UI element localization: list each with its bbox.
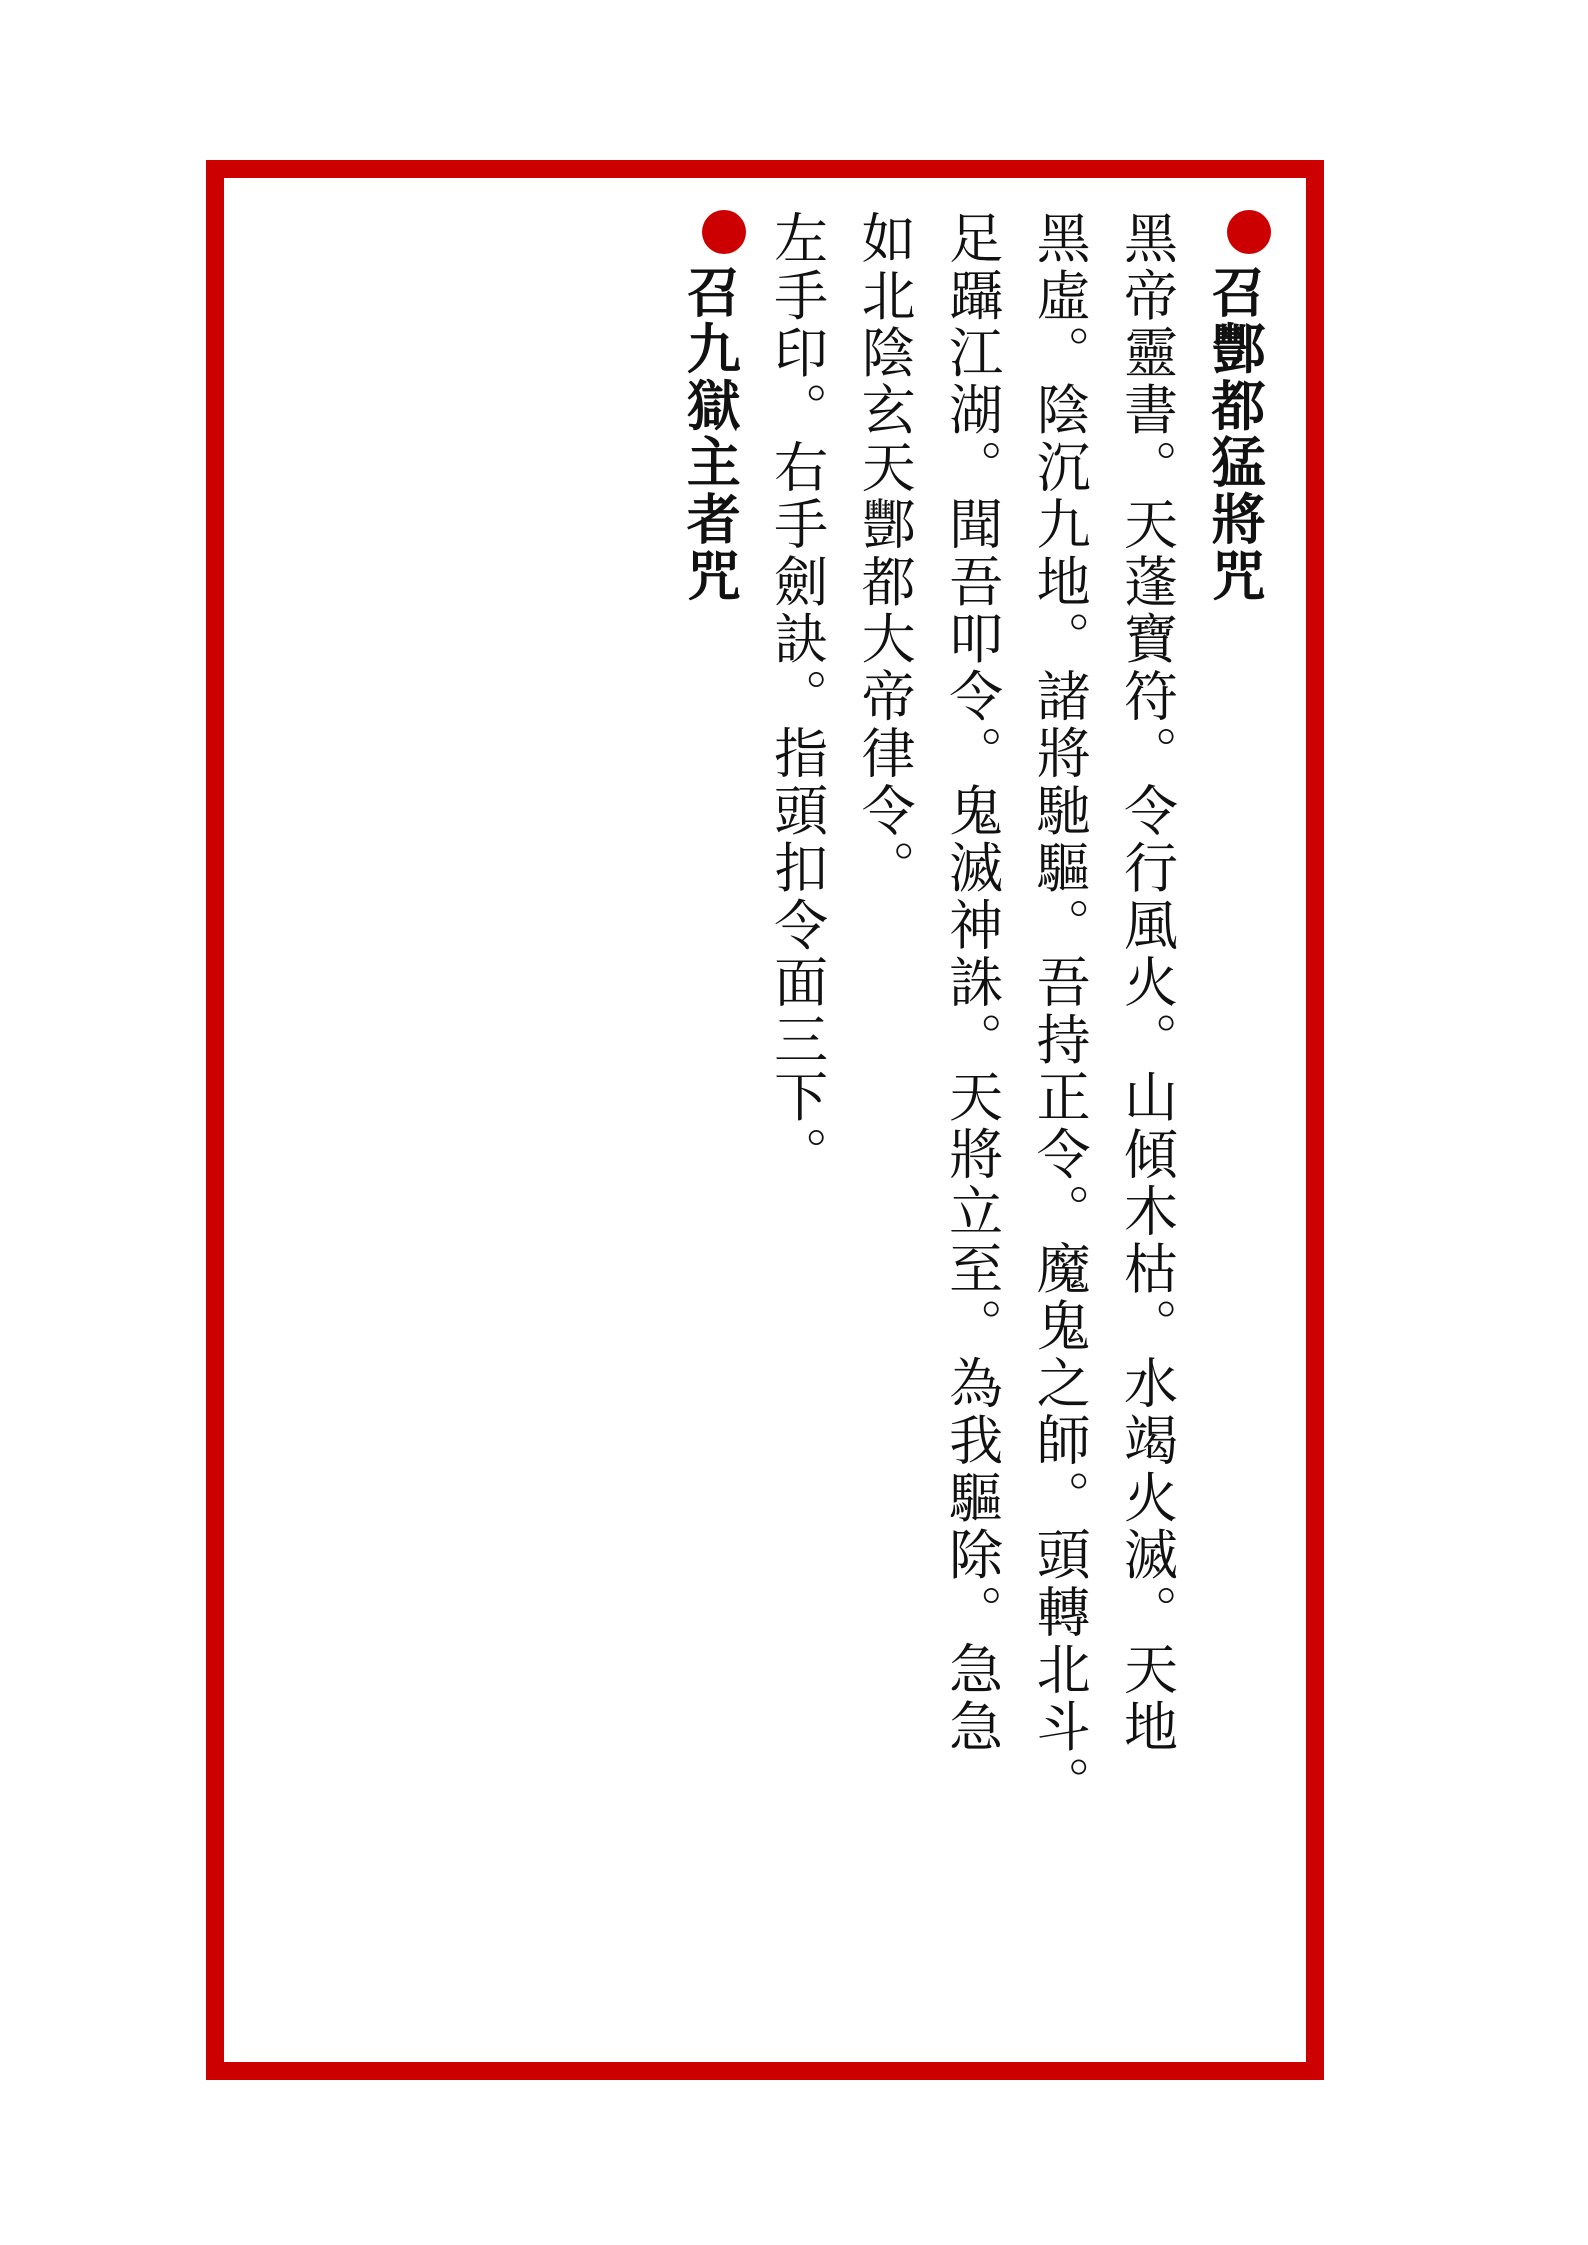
section-heading-1: [1191, 210, 1278, 2030]
section-heading-2: [666, 210, 753, 2030]
text-line-5: 左手印。右手劍訣。指頭扣令面三下。: [765, 210, 829, 1184]
red-dot-bullet-icon: [702, 210, 746, 254]
section-heading-2-text: 召九獄主者咒: [678, 264, 743, 605]
text-line-3: 足躡江湖。聞吾叩令。鬼滅神誅。天將立至。為我驅除。急急: [940, 210, 1004, 1756]
text-line-4: 如北陰玄天酆都大帝律令。: [853, 210, 917, 897]
red-dot-bullet-icon: [1227, 210, 1271, 254]
text-line-1: 黑帝靈書。天蓬寶符。令行風火。山傾木枯。水竭火滅。天地: [1115, 210, 1179, 1756]
vertical-text-body: [252, 210, 1278, 2030]
text-line-2: 黑虛。陰沉九地。諸將馳驅。吾持正令。魔鬼之師。頭轉北斗。: [1028, 210, 1092, 1813]
red-border-frame: [206, 160, 1324, 2080]
section-heading-1-text: 召酆都猛將咒: [1203, 264, 1267, 605]
inner-white-frame: [224, 178, 1306, 2062]
